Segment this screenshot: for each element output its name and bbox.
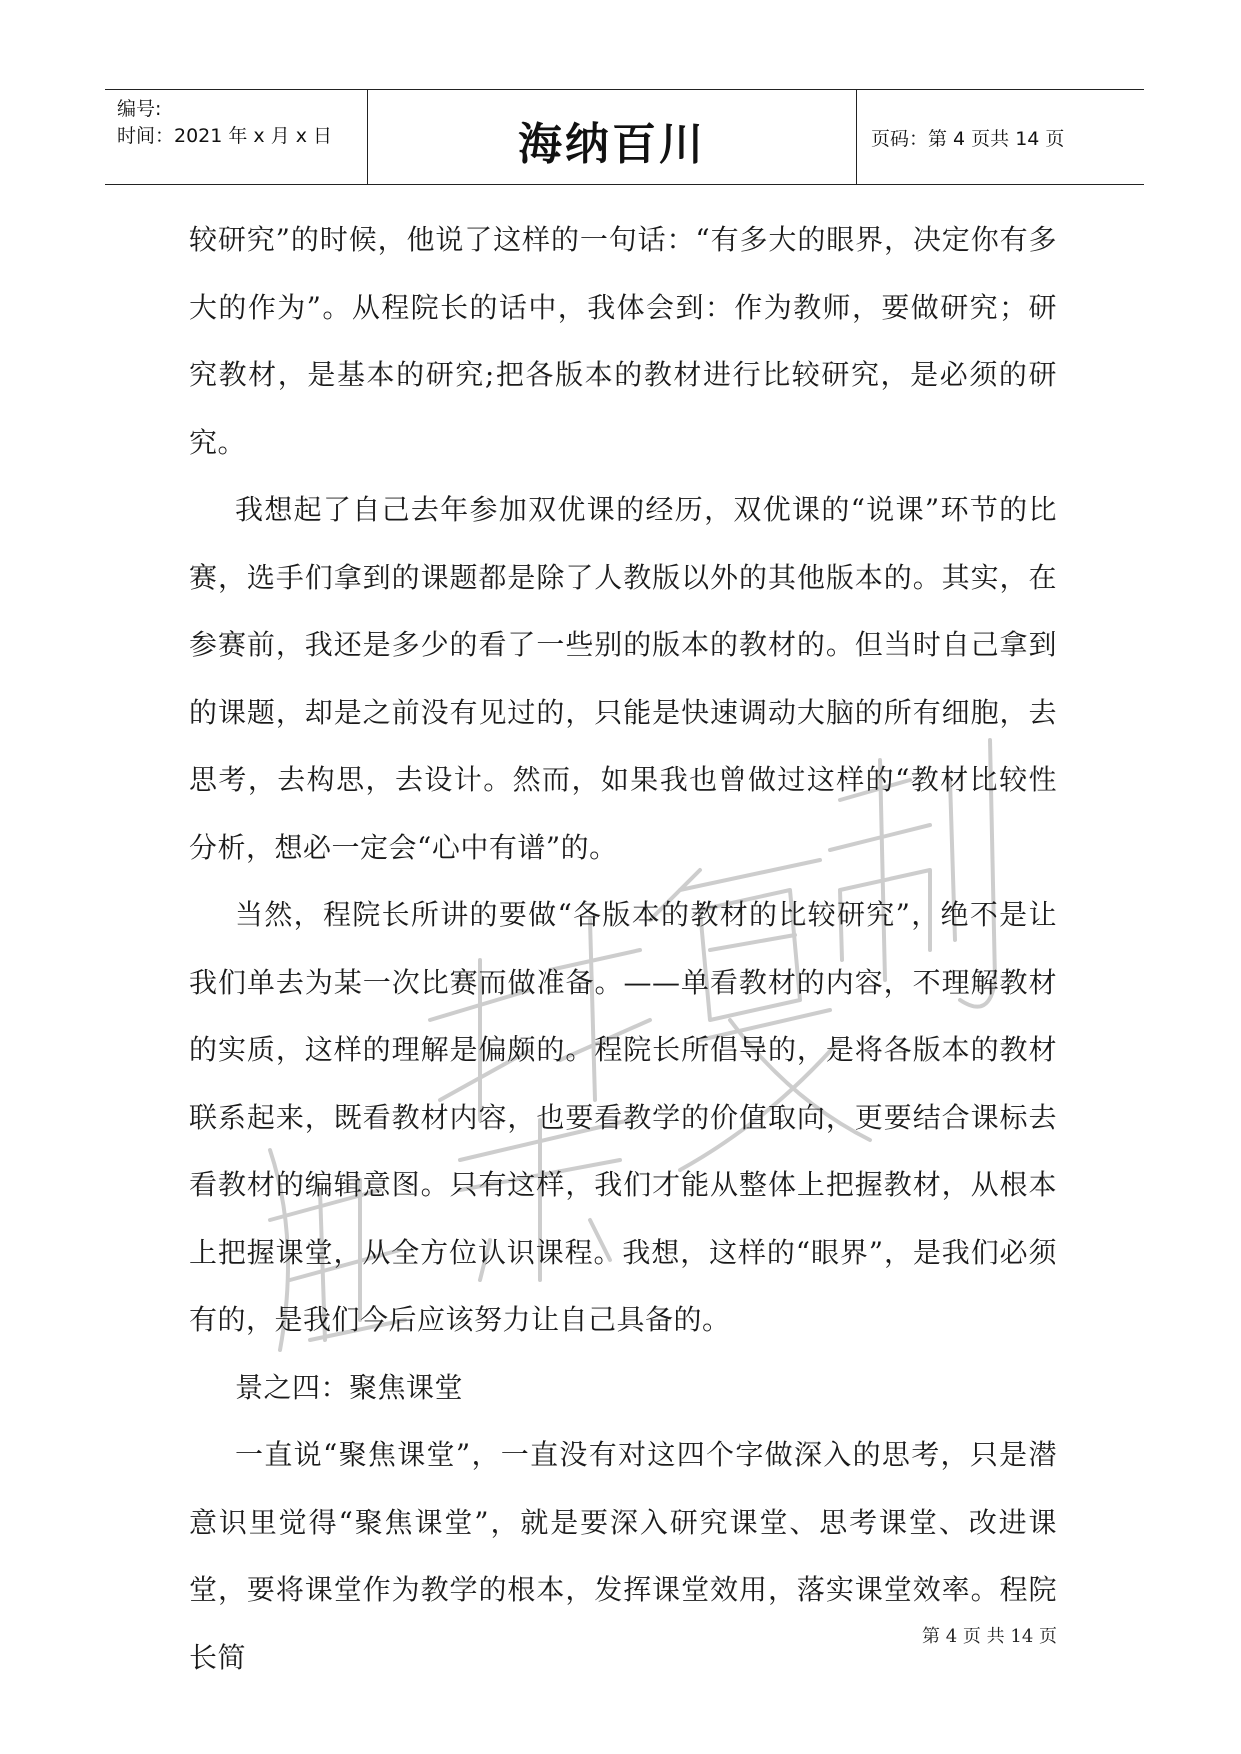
paragraph: 当然，程院长所讲的要做“各版本的教材的比较研究”，绝不是让我们单去为某一次比赛而做准备。——单看教材的内容，不理解教材的实质，这样的理解是偏颇的。程院长所倡导的，是将各版本的教材联系起来，既看教材内容，也要看教学的价值取向，更要结合课标去看教材的编辑意图。只有这样，我们才能从整体上把握教材，从根本上把握课堂，从全方位认识课程。我想，这样的“眼界”，是我们必须有的，是我们今后应该努力让自己具备的。: [189, 898, 1057, 1336]
serial-number-label: 编号:: [117, 98, 162, 120]
paragraph: 我想起了自己去年参加双优课的经历，双优课的“说课”环节的比赛，选手们拿到的课题都是除了人教版以外的其他版本的。其实，在参赛前，我还是多少的看了一些别的版本的教材的。但当时自己拿到的课题，却是之前没有见过的，只能是快速调动大脑的所有细胞，去思考，去构思，去设计。然而，如果我也曾做过这样的“教材比较性分析，想必一定会“心中有谱”的。: [189, 493, 1057, 864]
brand-title: 海纳百川: [518, 119, 706, 170]
page-footer: 第 4 页 共 14 页: [922, 1626, 1057, 1647]
header-meta-cell: [105, 90, 367, 184]
page-header: [105, 89, 1144, 185]
header-page-number: 页码：第 4 页共 14 页: [871, 128, 1065, 150]
date-label: 时间：2021 年 x 月 x 日: [117, 125, 333, 147]
paragraph-continued: 较研究”的时候，他说了这样的一句话：“有多大的眼界，决定你有多大的作为”。从程院长的话中，我体会到：作为教师，要做研究；研究教材，是基本的研究;把各版本的教材进行比较研究，是必须的研究。: [189, 223, 1057, 459]
header-brand-cell: [367, 90, 857, 184]
section-heading: 景之四：聚焦课堂: [235, 1370, 464, 1404]
paragraph: 一直说“聚焦课堂”，一直没有对这四个字做深入的思考，只是潜意识里觉得“聚焦课堂”，就是要深入研究课堂、思考课堂、改进课堂，要将课堂作为教学的根本，发挥课堂效用，落实课堂效率。程院长简: [189, 1438, 1057, 1674]
document-body: [189, 206, 1057, 1691]
header-page-cell: [857, 90, 1144, 184]
